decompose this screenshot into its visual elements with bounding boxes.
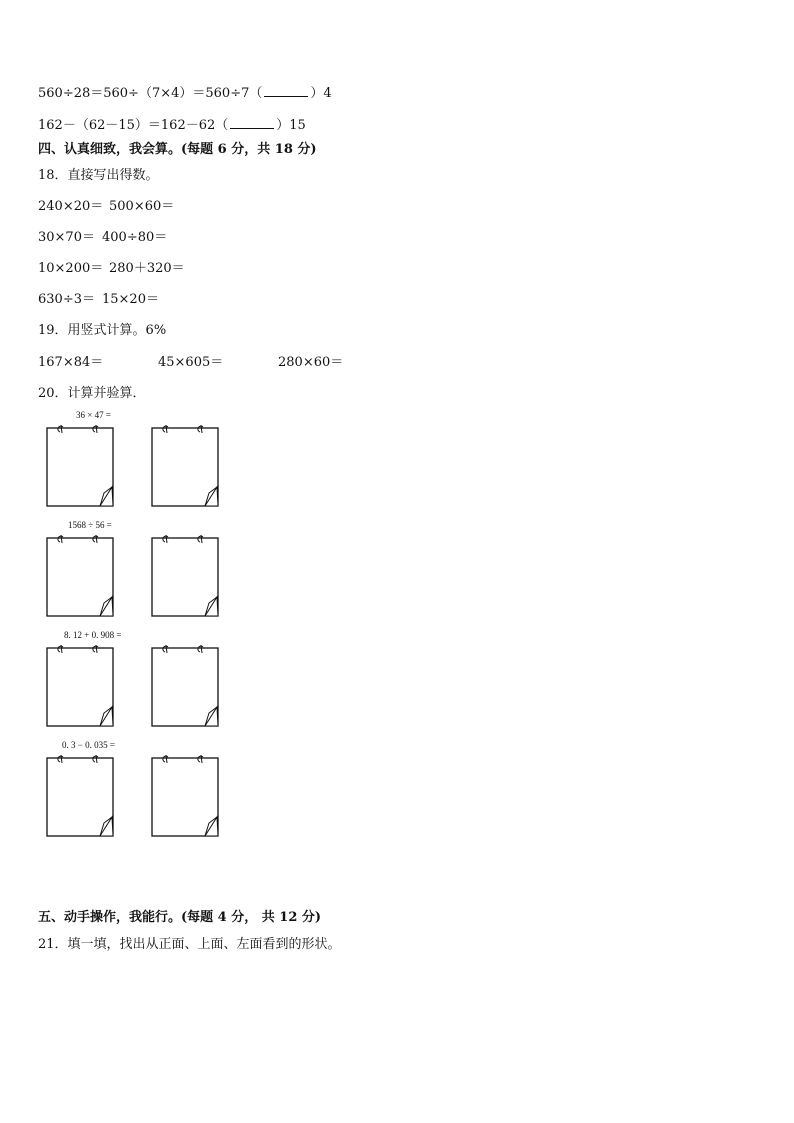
answer-blank-1[interactable] [264, 84, 308, 97]
q18-item: 15×20＝ [102, 292, 159, 307]
calculation-notepad[interactable] [46, 423, 114, 507]
question-21-title: 21．填一填，找出从正面、上面、左面看到的形状。 [38, 937, 341, 952]
verification-notepad[interactable] [151, 533, 219, 617]
section-5-heading: 五、动手操作，我能行。(每题 4 分， 共 12 分) [38, 910, 322, 925]
q20-problem-2: 1568 ÷ 56 = [68, 520, 112, 530]
verification-notepad[interactable] [151, 423, 219, 507]
q18-item: 630÷3＝ [38, 292, 95, 307]
verification-notepad[interactable] [151, 753, 219, 837]
question-20-title: 20．计算并验算． [38, 386, 146, 401]
fill-blank-1-tail: ）4 [310, 86, 332, 101]
fill-blank-line-2 [38, 116, 306, 134]
q20-problem-3: 8. 12 + 0. 908 = [64, 630, 122, 640]
fill-blank-line-1 [38, 84, 332, 102]
question-19-title: 19．用竖式计算。6% [38, 323, 167, 338]
q18-item: 400÷80＝ [102, 230, 168, 245]
fill-blank-2-tail: ）15 [276, 118, 306, 133]
q18-item: 30×70＝ [38, 230, 95, 245]
fill-blank-1-text: 560÷28＝560÷（7×4）＝560÷7（ [38, 86, 263, 101]
q20-problem-4: 0. 3 − 0. 035 = [62, 740, 115, 750]
calculation-notepad[interactable] [46, 753, 114, 837]
q19-item: 280×60＝ [278, 355, 344, 370]
verification-notepad[interactable] [151, 643, 219, 727]
q18-item: 10×200＝ [38, 261, 104, 276]
fill-blank-2-text: 162－（62－15）＝162－62（ [38, 118, 229, 133]
q20-problem-1: 36 × 47 = [76, 410, 111, 420]
q18-item: 240×20＝ [38, 199, 104, 214]
answer-blank-2[interactable] [230, 116, 274, 129]
q19-item: 45×605＝ [158, 355, 224, 370]
calculation-notepad[interactable] [46, 533, 114, 617]
q19-item: 167×84＝ [38, 355, 104, 370]
calculation-notepad[interactable] [46, 643, 114, 727]
q18-item: 280＋320＝ [109, 261, 185, 276]
question-18-title: 18．直接写出得数。 [38, 168, 159, 183]
section-4-heading: 四、认真细致，我会算。(每题 6 分，共 18 分) [38, 142, 317, 157]
q18-item: 500×60＝ [109, 199, 175, 214]
